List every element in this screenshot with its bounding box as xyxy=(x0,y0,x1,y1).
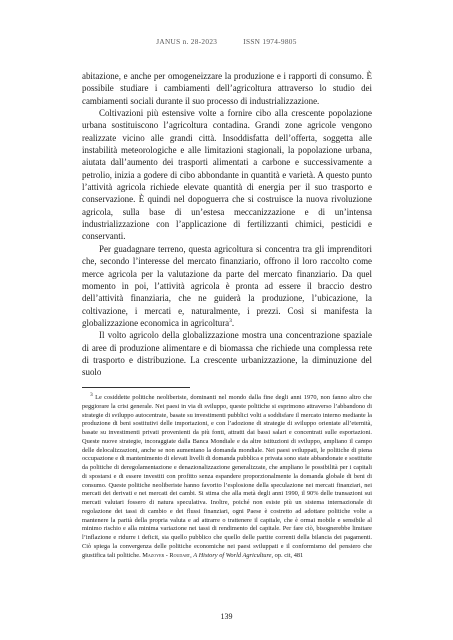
running-header xyxy=(0,37,453,46)
paragraph-text: Per guadagnare terreno, questa agricoltura si concentra tra gli imprenditori che, secondo l’interesse del mercato finanziario, offrono il loro raccolto come merce agricola per la valutazione da parte del mercato finanziario. Da quel momento in poi, l’attività agricola è pronta ad essere il braccio destro dell’attività finanziaria, che ne guiderà la produzione, l’ubicazione, la coltivazione, i mercati e, naturalmente, i prezzi. Così si manifesta la globalizzazione economica in agricoltura xyxy=(82,243,372,328)
footnote-text: Le cosiddette politiche neoliberiste, dominanti nel mondo dalla fine degli anni 1970, non fanno altro che peggiorare la crisi generale. Nei paesi in via di sviluppo, queste politiche si esprimono attraverso l’abbandono di strategie di sviluppo autocentrate, basate su investimenti pubblici volti a soddisfare il mercato interno mediante la produzione di beni sostitutivi delle importazioni, e con l’adozione di strategie di sviluppo orientate all’eternità, basate su investimenti privati provenienti da più fonti, attratti dai bassi salari e concentrati sulle esportazioni. Queste nuove strategie, incoraggiate dalla Banca Mondiale e da altre istituzioni di sviluppo, ampliano il campo delle delocalizzazioni, anche se non aumentano la domanda mondiale. Nei paesi sviluppati, le politiche di piena occupazione e di mantenimento di elevati livelli di domanda pubblica e privata sono state abbandonate e sostituite da politiche di deregolamentazione e denazionalizzazione generalizzate, che ampliano le possibilità per i capitali di spostarsi e di essere investiti con profitto senza espandere proporzionalmente la domanda globale di beni di consumo. Queste politiche neoliberiste hanno favorito l’esplosione della speculazione nei mercati finanziari, nei mercati dei derivati e nei mercati dei cambi. Si stima che alla metà degli anni 1990, il 90% delle transazioni sui mercati valutari fossero di natura speculativa. Inoltre, poiché non esiste più un sistema internazionale di regolazione dei tassi di cambio e dei flussi finanziari, ogni Paese è costretto ad adottare politiche volte a mantenere la parità della propria valuta e ad attrarre o trattenere il capitale, che è ormai mobile e sensibile al minimo rischio e alla minima variazione nei tassi di rendimento del capitale. Per fare ciò, bisognerebbe limitare l’inflazione e ridurre i deficit, sia quello pubblico che quello delle partite correnti della bilancia dei pagamenti. Ciò spiega la convergenza delle politiche economiche nei paesi sviluppati e il conformismo del pensiero che giustifica tali politiche. xyxy=(82,394,372,559)
paragraph: abitazione, e anche per omogeneizzare la produzione e i rapporti di consumo. È possibile studiare i cambiamenti dell’agricoltura attraverso lo studio dei cambiamenti sociali durante il suo processo di industrializzazione. xyxy=(82,71,372,106)
paragraph: Coltivazioni più estensive volte a fornire cibo alla crescente popolazione urbana sostituiscono l’agricoltura contadina. Grandi zone agricole vengono realizzate vicino alle grandi città. Insoddisfatta dell’offerta, soggetta alle instabilità meteorologiche e alle limitazioni stagionali, la popolazione urbana, aiutata dall’aumento dei trasporti alimentati a carbone e successivamente a petrolio, inizia a godere di cibo abbondante in quantità e varietà. A questo punto l’attività agricola richiede elevate quantità di energia per il suo trasporto e conservazione. È quindi nel dopoguerra che si costruisce la nuova rivoluzione agricola, sulla base di un’estesa meccanizzazione e di un’intensa industrializzazione con l’applicazione di fertilizzanti chimici, pesticidi e conservanti. xyxy=(82,108,372,242)
footnote: $^3$ Le cosiddette politiche neoliberiste, dominanti nel mondo dalla fine degli anni 1970, non fanno altro che peggiorare la crisi generale. Nei paesi in via di sviluppo, queste politiche si esprimono attraverso l’abbandono di strategie di sviluppo autocentrate, basate su investimenti pubblici volti a soddisfare il mercato interno mediante la produzione di beni sostitutivi delle importazioni, e con l’adozione di strategie di sviluppo orientate all’eternità, basate su investimenti privati provenienti da più fonti, attratti dai bassi salari e concentrati sulle esportazioni. Queste nuove strategie, incoraggiate dalla Banca Mondiale e da altre istituzioni di sviluppo, ampliano il campo delle delocalizzazioni, anche se non aumentano la domanda mondiale. Nei paesi sviluppati, le politiche di piena occupazione e di mantenimento di elevati livelli di domanda pubblica e privata sono state abbandonate e sostituite da politiche di deregolamentazione e denazionalizzazione generalizzate, che ampliano le possibilità per i capitali di spostarsi e di essere investiti con profitto senza espandere proporzionalmente la domanda globale di beni di consumo. Queste politiche neoliberiste hanno favorito l’esplosione della speculazione nei mercati finanziari, nei mercati dei derivati e nei mercati dei cambi. Si stima che alla metà degli anni 1990, il 90% delle transazioni sui mercati valutari fossero di natura speculativa. Inoltre, poiché non esiste più un sistema internazionale di regolazione dei tassi di cambio e dei flussi finanziari, ogni Paese è costretto ad adottare politiche volte a mantenere la parità della propria valuta e ad attrarre o trattenere il capitale, che è ormai mobile e sensibile al minimo rischio e alla minima variazione nei tassi di rendimento del capitale. Per fare ciò, bisognerebbe limitare l’inflazione e ridurre i deficit, sia quello pubblico che quello delle partite correnti della bilancia dei pagamenti. Ciò spiega la convergenza delle politiche economiche nei paesi sviluppati e il conformismo del pensiero che giustifica tali politiche. Mazoyer - Roudart, A History of World Agriculture, op. cit, 481 xyxy=(82,391,372,559)
footnote-author: Mazoyer - Roudart xyxy=(142,551,191,559)
paragraph xyxy=(82,243,372,329)
page-number: 139 xyxy=(220,612,233,621)
paragraph: Il volto agricolo della globalizzazione mostra una concentrazione spaziale di aree di produzione alimentare e di biomassa che richiede una complessa rete di trasporto e distribuzione. La crescente urbanizzazione, la diminuzione del suolo xyxy=(82,330,372,378)
journal-issue: JANUS n. 28-2023 xyxy=(156,37,218,46)
main-body-text xyxy=(82,70,372,379)
footnote-separator xyxy=(82,387,190,388)
footnote-number: 3 xyxy=(90,391,93,398)
paragraph-end-punctuation: . xyxy=(231,317,235,328)
issn-number: ISSN 1974-9805 xyxy=(243,37,297,46)
footnote-work-title: A History of World Agriculture xyxy=(193,551,272,559)
footnote-reference[interactable]: 3 xyxy=(229,317,232,324)
footnote-citation: , op. cit, 481 xyxy=(271,551,304,559)
